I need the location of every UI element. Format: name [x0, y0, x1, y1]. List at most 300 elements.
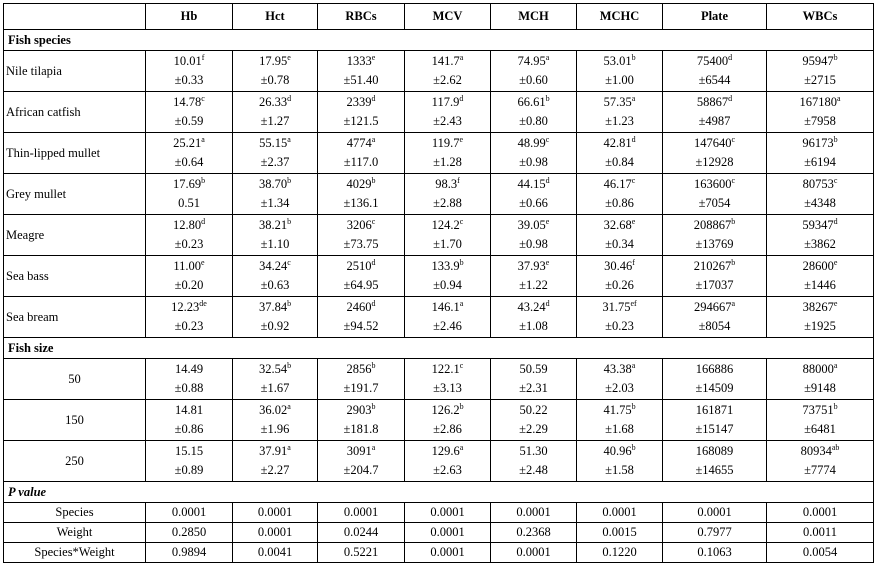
p-value-cell: 0.0001 [491, 503, 577, 523]
row-label: Sea bass [4, 256, 146, 297]
table-body [4, 30, 874, 563]
sd-value: ±1.28 [433, 155, 462, 169]
significance-letter: d [728, 94, 733, 103]
sd-value: ±0.98 [519, 237, 548, 251]
value-cell [146, 297, 233, 338]
sd-value: ±2.03 [605, 381, 634, 395]
sd-value: ±0.98 [519, 155, 548, 169]
significance-letter: e [201, 258, 205, 267]
mean-value: 2903 [346, 403, 372, 417]
sd-value: ±4348 [804, 196, 836, 210]
mean-value: 44.15 [517, 177, 546, 191]
mean-value: 37.93 [517, 259, 546, 273]
mean-value: 50.59 [519, 362, 548, 376]
mean-value: 14.81 [174, 403, 204, 417]
sd-value: ±1.08 [519, 319, 548, 333]
significance-letter: b [731, 217, 736, 226]
mean-value: 17.69 [172, 177, 202, 191]
sd-value: ±2.46 [433, 319, 462, 333]
mean-value: 75400 [696, 54, 729, 68]
mean-value: 15.15 [174, 444, 204, 458]
sd-value: ±0.94 [433, 278, 462, 292]
p-value-cell: 0.0001 [405, 543, 491, 563]
value-cell [577, 359, 663, 400]
mean-value: 40.96 [603, 444, 632, 458]
row-label: Thin-lipped mullet [4, 133, 146, 174]
mean-value: 58867 [696, 95, 729, 109]
value-cell [318, 256, 405, 297]
row-label: Species [4, 503, 146, 523]
sd-value: ±64.95 [343, 278, 379, 292]
sd-value: ±2.88 [433, 196, 462, 210]
mean-line [235, 93, 315, 112]
sd-value: ±1.67 [260, 381, 290, 395]
value-cell [491, 256, 577, 297]
mean-value: 42.81 [603, 136, 632, 150]
value-cell [491, 297, 577, 338]
value-cell [491, 92, 577, 133]
mean-line [769, 298, 871, 317]
value-cell [491, 133, 577, 174]
sd-value: ±8054 [698, 319, 731, 333]
value-cell [767, 297, 874, 338]
sd-value: ±1.00 [605, 73, 634, 87]
sd-value: ±13769 [695, 237, 734, 251]
mean-value: 167180 [799, 95, 837, 109]
mean-value: 32.68 [603, 218, 632, 232]
value-cell [491, 400, 577, 441]
value-cell [146, 215, 233, 256]
significance-letter: a [287, 135, 291, 144]
mean-value: 46.17 [603, 177, 632, 191]
sd-value: ±1.23 [605, 114, 634, 128]
mean-line [407, 442, 488, 461]
mean-value: 2856 [346, 362, 372, 376]
sd-value: ±15147 [695, 422, 734, 436]
mean-value: 25.21 [173, 136, 202, 150]
value-cell [405, 51, 491, 92]
table-row [4, 543, 874, 563]
mean-line [665, 401, 764, 420]
significance-letter: d [201, 217, 206, 226]
value-cell [318, 359, 405, 400]
sd-value: ±0.89 [174, 463, 204, 477]
sd-value: ±1925 [804, 319, 836, 333]
value-cell [318, 215, 405, 256]
sd-value: ±4987 [698, 114, 731, 128]
p-value-cell: 0.0011 [767, 523, 874, 543]
sd-value: ±0.92 [260, 319, 290, 333]
mean-value: 126.2 [431, 403, 460, 417]
value-cell [233, 441, 318, 482]
mean-line [148, 442, 230, 461]
significance-letter: a [833, 361, 838, 370]
mean-value: 37.84 [258, 300, 288, 314]
section-row-size [4, 338, 874, 359]
mean-value: 208867 [693, 218, 732, 232]
table-row [4, 359, 874, 400]
mean-value: 141.7 [431, 54, 460, 68]
mean-line [235, 134, 315, 153]
value-cell [663, 174, 767, 215]
header-mcv: MCV [405, 4, 491, 30]
p-value-cell: 0.7977 [663, 523, 767, 543]
mean-line [320, 93, 402, 112]
significance-letter: de [199, 299, 207, 308]
significance-letter: d [833, 217, 838, 226]
significance-letter: ef [630, 299, 637, 308]
mean-value: 37.91 [259, 444, 288, 458]
mean-line [148, 401, 230, 420]
mean-value: 1333 [346, 54, 372, 68]
sd-value: ±12928 [695, 155, 734, 169]
sd-value: ±2.62 [433, 73, 462, 87]
sd-value: ±0.23 [174, 319, 204, 333]
significance-letter: e [545, 217, 550, 226]
row-label: Meagre [4, 215, 146, 256]
mean-line [579, 175, 660, 194]
value-cell [767, 359, 874, 400]
p-value-cell: 0.5221 [318, 543, 405, 563]
value-cell [233, 92, 318, 133]
mean-line [665, 360, 764, 379]
mean-value: 57.35 [603, 95, 632, 109]
value-cell [405, 92, 491, 133]
mean-line [407, 134, 488, 153]
significance-letter: a [371, 135, 376, 144]
value-cell [146, 400, 233, 441]
mean-value: 294667 [693, 300, 732, 314]
mean-line [235, 257, 315, 276]
mean-line [665, 93, 764, 112]
mean-line [665, 442, 764, 461]
value-cell [663, 256, 767, 297]
value-cell [233, 133, 318, 174]
table-row [4, 297, 874, 338]
value-cell [146, 133, 233, 174]
p-value-cell: 0.1220 [577, 543, 663, 563]
significance-letter: a [459, 299, 464, 308]
sd-value: ±2.31 [519, 381, 548, 395]
sd-value: ±136.1 [343, 196, 379, 210]
mean-line [579, 257, 660, 276]
value-cell [318, 133, 405, 174]
mean-line [579, 298, 660, 317]
significance-letter: d [287, 94, 292, 103]
value-cell [663, 400, 767, 441]
mean-line [493, 134, 574, 153]
header-mch: MCH [491, 4, 577, 30]
p-value-cell: 0.0001 [663, 503, 767, 523]
sd-value: ±0.66 [519, 196, 548, 210]
mean-value: 80934 [800, 444, 832, 458]
mean-line [148, 175, 230, 194]
mean-value: 51.30 [519, 444, 548, 458]
header-hb: Hb [146, 4, 233, 30]
significance-letter: f [201, 53, 205, 62]
significance-letter: b [631, 53, 636, 62]
value-cell [233, 215, 318, 256]
significance-letter: d [371, 299, 376, 308]
mean-value: 4774 [346, 136, 372, 150]
sd-value: ±1.68 [605, 422, 634, 436]
significance-letter: a [631, 94, 636, 103]
significance-letter: f [632, 258, 635, 267]
value-cell [577, 215, 663, 256]
significance-letter: d [459, 94, 464, 103]
mean-line [235, 175, 315, 194]
value-cell [491, 215, 577, 256]
table-row [4, 441, 874, 482]
value-cell [405, 441, 491, 482]
significance-letter: f [457, 176, 460, 185]
value-cell [318, 400, 405, 441]
mean-line [493, 298, 574, 317]
header-blank [4, 4, 146, 30]
significance-letter: e [287, 53, 291, 62]
significance-letter: d [545, 176, 550, 185]
significance-letter: a [371, 443, 376, 452]
value-cell [663, 51, 767, 92]
mean-value: 161871 [695, 403, 734, 417]
value-cell [767, 400, 874, 441]
significance-letter: b [833, 53, 838, 62]
value-cell [146, 174, 233, 215]
mean-value: 2510 [346, 259, 372, 273]
value-cell [233, 400, 318, 441]
mean-line [769, 442, 871, 461]
sd-value: ±7958 [804, 114, 836, 128]
mean-line [579, 134, 660, 153]
mean-line [493, 360, 574, 379]
mean-line [235, 298, 315, 317]
significance-letter: c [731, 135, 736, 144]
value-cell [318, 51, 405, 92]
sd-value: ±181.8 [343, 422, 379, 436]
mean-line [148, 216, 230, 235]
mean-line [407, 216, 488, 235]
significance-letter: a [459, 443, 464, 452]
value-cell [491, 174, 577, 215]
mean-value: 10.01 [173, 54, 202, 68]
header-hct: Hct [233, 4, 318, 30]
mean-value: 210267 [693, 259, 732, 273]
mean-line [665, 257, 764, 276]
sd-value: ±0.86 [174, 422, 204, 436]
value-cell [663, 215, 767, 256]
mean-line [769, 360, 871, 379]
sd-value: ±3862 [804, 237, 836, 251]
significance-letter: a [287, 443, 291, 452]
value-cell [405, 215, 491, 256]
mean-value: 119.7 [431, 136, 460, 150]
mean-line [407, 298, 488, 317]
mean-line [579, 360, 660, 379]
value-cell [577, 174, 663, 215]
mean-line [769, 175, 871, 194]
mean-line [579, 93, 660, 112]
value-cell [318, 92, 405, 133]
section-title-pvalue: P value [4, 482, 874, 503]
significance-letter: d [545, 299, 550, 308]
mean-line [769, 257, 871, 276]
value-cell [767, 215, 874, 256]
sd-value: ±0.59 [174, 114, 204, 128]
significance-letter: e [833, 299, 838, 308]
value-cell [577, 51, 663, 92]
sd-value: ±14509 [695, 381, 734, 395]
table-row [4, 256, 874, 297]
value-cell [146, 256, 233, 297]
value-cell [405, 359, 491, 400]
significance-letter: b [287, 217, 292, 226]
sd-value: ±2.48 [519, 463, 548, 477]
mean-line [320, 175, 402, 194]
sd-value: ±7054 [698, 196, 731, 210]
p-value-cell: 0.0041 [233, 543, 318, 563]
value-cell [663, 359, 767, 400]
p-value-cell: 0.0001 [405, 503, 491, 523]
value-cell [233, 359, 318, 400]
p-value-cell: 0.9894 [146, 543, 233, 563]
mean-line [320, 216, 402, 235]
hematology-table [3, 3, 874, 563]
sd-value: ±0.33 [174, 73, 204, 87]
mean-line [407, 257, 488, 276]
table-row [4, 400, 874, 441]
sd-value: ±0.78 [260, 73, 290, 87]
mean-line [407, 93, 488, 112]
p-value-cell: 0.1063 [663, 543, 767, 563]
significance-letter: b [631, 402, 636, 411]
mean-line [235, 442, 315, 461]
mean-value: 14.78 [173, 95, 202, 109]
mean-value: 66.61 [517, 95, 546, 109]
table-row [4, 51, 874, 92]
value-cell [577, 133, 663, 174]
sd-value: ±0.80 [519, 114, 548, 128]
row-label: 50 [4, 359, 146, 400]
significance-letter: c [631, 176, 636, 185]
value-cell [767, 256, 874, 297]
mean-value: 55.15 [259, 136, 288, 150]
sd-value: ±2.86 [433, 422, 462, 436]
significance-letter: b [545, 94, 550, 103]
p-value-cell: 0.0001 [767, 503, 874, 523]
mean-value: 117.9 [431, 95, 460, 109]
mean-value: 12.23 [171, 300, 200, 314]
significance-letter: a [631, 361, 636, 370]
sd-value: ±6481 [804, 422, 836, 436]
sd-value: ±0.23 [605, 319, 634, 333]
mean-line [148, 134, 230, 153]
significance-letter: b [287, 299, 292, 308]
header-rbcs: RBCs [318, 4, 405, 30]
row-label: Grey mullet [4, 174, 146, 215]
sd-value: ±2.43 [433, 114, 462, 128]
significance-letter: e [631, 217, 636, 226]
value-cell [767, 174, 874, 215]
value-cell [233, 297, 318, 338]
mean-value: 34.24 [259, 259, 288, 273]
sd-value: ±191.7 [343, 381, 379, 395]
sd-value: ±0.88 [174, 381, 204, 395]
sd-value: ±2.37 [260, 155, 290, 169]
value-cell [663, 92, 767, 133]
value-cell [405, 133, 491, 174]
sd-value: ±0.64 [174, 155, 204, 169]
mean-line [235, 216, 315, 235]
mean-value: 26.33 [258, 95, 288, 109]
value-cell [233, 51, 318, 92]
row-label: 250 [4, 441, 146, 482]
significance-letter: b [459, 258, 464, 267]
significance-letter: e [459, 135, 464, 144]
sd-value: ±6194 [804, 155, 836, 169]
mean-line [769, 134, 871, 153]
significance-letter: c [833, 176, 838, 185]
sd-value: ±204.7 [343, 463, 379, 477]
value-cell [663, 133, 767, 174]
significance-letter: b [371, 402, 376, 411]
p-value-cell: 0.2850 [146, 523, 233, 543]
mean-value: 124.2 [431, 218, 460, 232]
significance-letter: c [459, 361, 464, 370]
p-value-cell: 0.0001 [405, 523, 491, 543]
mean-line [407, 175, 488, 194]
significance-letter: b [371, 361, 376, 370]
value-cell [146, 92, 233, 133]
sd-value: ±0.34 [605, 237, 634, 251]
value-cell [405, 174, 491, 215]
sd-value: ±1.34 [260, 196, 290, 210]
mean-line [665, 216, 764, 235]
sd-value: ±1.27 [260, 114, 290, 128]
mean-line [148, 257, 230, 276]
value-cell [405, 297, 491, 338]
significance-letter: a [201, 135, 205, 144]
mean-value: 2339 [346, 95, 372, 109]
sd-value: ±2.27 [260, 463, 290, 477]
p-value-cell: 0.0001 [233, 503, 318, 523]
sd-value: ±17037 [695, 278, 734, 292]
value-cell [577, 256, 663, 297]
value-cell [767, 441, 874, 482]
mean-value: 11.00 [173, 259, 202, 273]
mean-line [493, 216, 574, 235]
significance-letter: c [371, 217, 376, 226]
significance-letter: b [631, 443, 636, 452]
mean-line [665, 298, 764, 317]
mean-value: 129.6 [431, 444, 460, 458]
sd-value: ±0.20 [174, 278, 204, 292]
mean-value: 122.1 [431, 362, 460, 376]
value-cell [767, 51, 874, 92]
significance-letter: d [371, 94, 376, 103]
value-cell [577, 92, 663, 133]
mean-line [407, 52, 488, 71]
significance-letter: e [545, 258, 550, 267]
significance-letter: d [631, 135, 636, 144]
value-cell [577, 441, 663, 482]
mean-line [493, 257, 574, 276]
mean-line [493, 175, 574, 194]
mean-value: 59347 [802, 218, 834, 232]
p-value-cell: 0.0001 [318, 503, 405, 523]
value-cell [577, 400, 663, 441]
mean-line [235, 360, 315, 379]
mean-value: 38.21 [258, 218, 288, 232]
